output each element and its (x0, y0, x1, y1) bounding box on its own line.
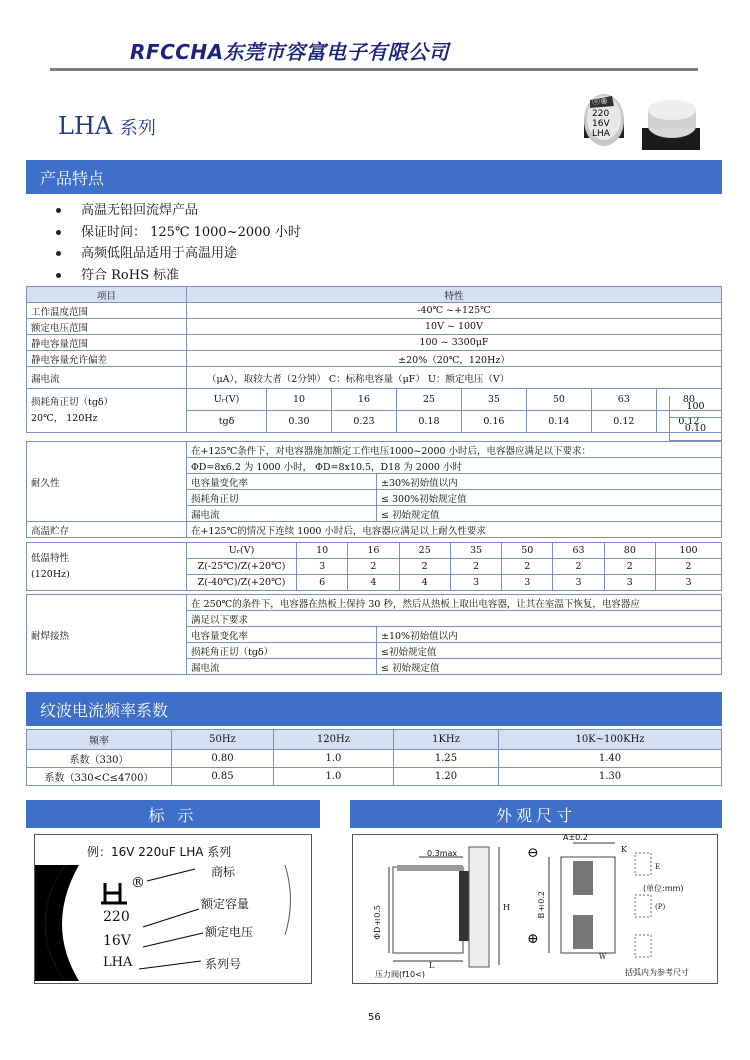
solder-heat-table: 耐焊接热 在 250℃的条件下，电容器在热板上保持 30 秒，然后从热板上取出电容器，让其在室温下恢复，电容器应 满足以下要求 电容量变化率 ±10%初始值以内 损耗角正切（tgδ） ≤初始规定值 漏电流 ≤ 初始规定值 (26, 594, 722, 675)
photo-voltage: 16V (592, 119, 610, 129)
series-name: LHA (58, 112, 113, 140)
feature-list (56, 200, 301, 286)
marking-cap-value: 220 (103, 909, 130, 925)
spec-table: 项目 特性 工作温度范围 -40℃ ~+125℃ 额定电压范围 10V ~ 100V 静电容量范围 100 ~ 3300μF 静电容量允许偏差 ±20%（20℃，120Hz） 漏电流 （μA），取较大者（2分钟） C：标称电容量（μF） U：额定电压（V） 损耗角正切（tgδ） 20℃， 120Hz Uᵣ(V) 10 16 25 35 50 63 80 tgδ 0.30 0.23 0.18 0.16 0.14 0.12 0.12 (26, 286, 722, 433)
svg-text:®: ® (131, 875, 145, 891)
brand-logo-icon (101, 883, 127, 903)
section-ripple-bar (26, 692, 722, 726)
header-characteristic: 特性 (187, 287, 722, 303)
photo-series: LHA (592, 129, 610, 139)
marking-diagram (35, 865, 313, 983)
section-ripple-title: 纹波电流频率系数 (40, 700, 169, 720)
minus-icon: ⊖ (527, 845, 539, 861)
section-features-title: 产品特点 (40, 168, 105, 188)
marking-box: 例：16V 220uF LHA 系列 ® 220 16V LHA 商标 额定容量 额定电压 系列号 (34, 834, 312, 984)
bullet-icon (56, 273, 61, 278)
plus-icon: ⊕ (527, 931, 539, 947)
bullet-icon (56, 208, 61, 213)
ripple-table: 频率 50Hz 120Hz 1KHz 10K~100KHz 系数（330） 0.80 1.0 1.25 1.40 系数（330<C≤4700） 0.85 1.0 1.20 1.30 (26, 729, 722, 786)
header-item: 项目 (27, 287, 187, 303)
marking-series: LHA (103, 955, 133, 970)
feature-item: 符合 RoHS 标准 (56, 265, 301, 287)
series-suffix: 系列 (119, 118, 156, 139)
section-marking-bar: 标 示 (26, 800, 320, 828)
photo-brand-mark: ⓤ® (592, 97, 608, 106)
bullet-icon (56, 230, 61, 235)
durability-table: 耐久性 在+125℃条件下，对电容器施加额定工作电压1000~2000 小时后，电容器应满足以下要求： ΦD=8x6.2 为 1000 小时， ΦD=8x10.5，D18 为 2000 小时 电容量变化率 ±30%初始值以内 损耗角正切 ≤ 300%初始规定值 漏电流 ≤ 初始规定值 高温贮存 在+125℃的情况下连续 1000 小时后，电容器应满足以上耐久性要求 (26, 441, 722, 538)
low-temp-table: 低温特性 (120Hz) Uᵣ(V) 10 16 25 35 50 63 80 100 Z(-25℃)/Z(+20℃) 3 2 2 2 2 2 2 2 Z(-40℃)/Z(+20℃) 6 4 4 3 3 3 3 3 (26, 542, 722, 591)
marking-example: 例：16V 220uF LHA 系列 (87, 845, 232, 859)
dissipation-label: 损耗角正切（tgδ） 20℃， 120Hz (27, 389, 187, 433)
header-rule (50, 68, 698, 71)
bullet-icon (56, 251, 61, 256)
feature-item: 高频低阻品适用于高温用途 (56, 243, 301, 265)
marking-voltage: 16V (103, 933, 131, 949)
company-name: RFCCHA东莞市容富电子有限公司 (130, 40, 450, 64)
series-title (58, 112, 156, 140)
feature-item: 保证时间： 125℃ 1000~2000 小时 (56, 222, 301, 244)
capacitor-photo (568, 80, 708, 160)
photo-cap-value: 220 (592, 109, 610, 119)
dimensions-box: A±0.2 K 0.3max ΦD±0.5 H L B±0.2 E (P) W (单位:mm) 压力阀(f10<) 括弧内为参考尺寸 ⊖ ⊕ (352, 834, 718, 984)
section-dimensions-bar: 外观尺寸 (350, 800, 722, 828)
col-100v: 100 0.10 (669, 396, 722, 441)
feature-item: 高温无铅回流焊产品 (56, 200, 301, 222)
page-number: 56 (368, 1012, 381, 1023)
section-features-bar (26, 160, 722, 194)
